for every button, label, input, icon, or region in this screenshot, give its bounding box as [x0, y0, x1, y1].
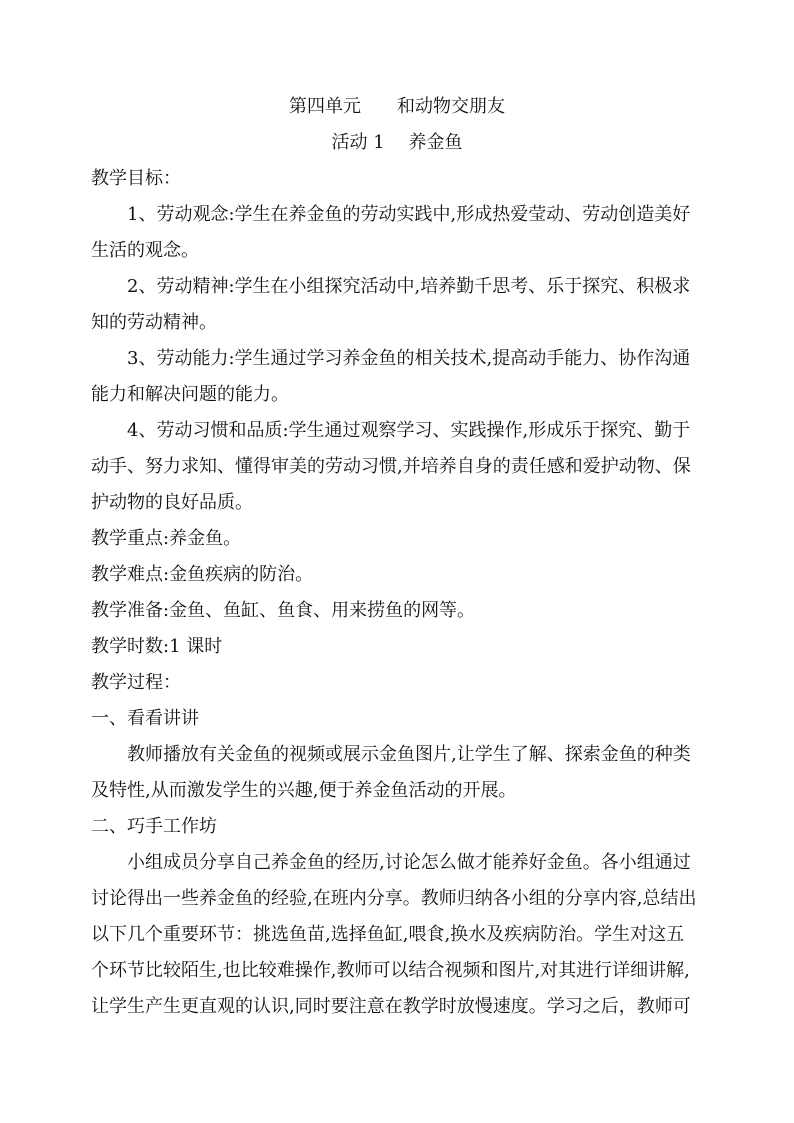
unit-title: 第四单元 和动物交朋友 — [289, 96, 505, 117]
goal-3-line-1: 3、劳动能力:学生通过学习养金鱼的相关技术,提高动手能力、协作沟通 — [127, 348, 691, 369]
goal-2-line-1: 2、劳动精神:学生在小组探究活动中,培养勤千思考、乐于探究、积极求 — [127, 276, 691, 297]
section-1-line-2: 及特性,从而激发学生的兴趣,便于养金鱼活动的开展。 — [91, 780, 517, 801]
class-hours: 教学时数:1 课时 — [91, 636, 223, 657]
goal-4-line-1: 4、劳动习惯和品质:学生通过观察学习、实践操作,形成乐于探究、勤于 — [127, 420, 691, 441]
goal-4-line-2: 动手、努力求知、懂得审美的劳动习惯,并培养自身的责任感和爱护动物、保 — [91, 456, 691, 477]
key-point: 教学重点:养金鱼。 — [91, 528, 242, 549]
goal-1-line-1: 1、劳动观念:学生在养金鱼的劳动实践中,形成热爱莹动、劳动创造美好 — [127, 204, 691, 225]
section-2-line-2: 讨论得出一些养金鱼的经验,在班内分享。教师归纳各小组的分享内容,总结出 — [91, 888, 697, 909]
goal-4-line-3: 护动物的良好品质。 — [91, 492, 253, 513]
goal-1-line-2: 生活的观念。 — [91, 240, 199, 261]
section-1-heading: 一、看看讲讲 — [91, 708, 199, 729]
goal-3-line-2: 能力和解决问题的能力。 — [91, 384, 289, 405]
section-2-line-4: 个环节比较陌生,也比较难操作,教师可以结合视频和图片,对其进行详细讲解, — [91, 960, 690, 981]
section-1-line-1: 教师播放有关金鱼的视频或展示金鱼图片,让学生了解、探索金鱼的种类 — [127, 744, 691, 765]
process-heading: 教学过程： — [91, 672, 181, 693]
goals-heading: 教学目标： — [91, 168, 181, 189]
section-2-line-5: 让学生产生更直观的认识,同时要注意在教学时放慢速度。学习之后，教师可 — [91, 996, 691, 1017]
activity-title: 活动 1 养金鱼 — [331, 132, 463, 153]
goal-2-line-2: 知的劳动精神。 — [91, 312, 217, 333]
section-2-line-1: 小组成员分享自己养金鱼的经历,讨论怎么做才能养好金鱼。各小组通过 — [127, 852, 691, 873]
difficulty: 教学难点:金鱼疾病的防治。 — [91, 564, 314, 585]
section-2-heading: 二、巧手工作坊 — [91, 816, 217, 837]
section-2-line-3: 以下几个重要环节：挑选鱼苗,选择鱼缸,喂食,换水及疾病防治。学生对这五 — [91, 924, 685, 945]
preparation: 教学准备:金鱼、鱼缸、鱼食、用来捞鱼的网等。 — [91, 600, 476, 621]
